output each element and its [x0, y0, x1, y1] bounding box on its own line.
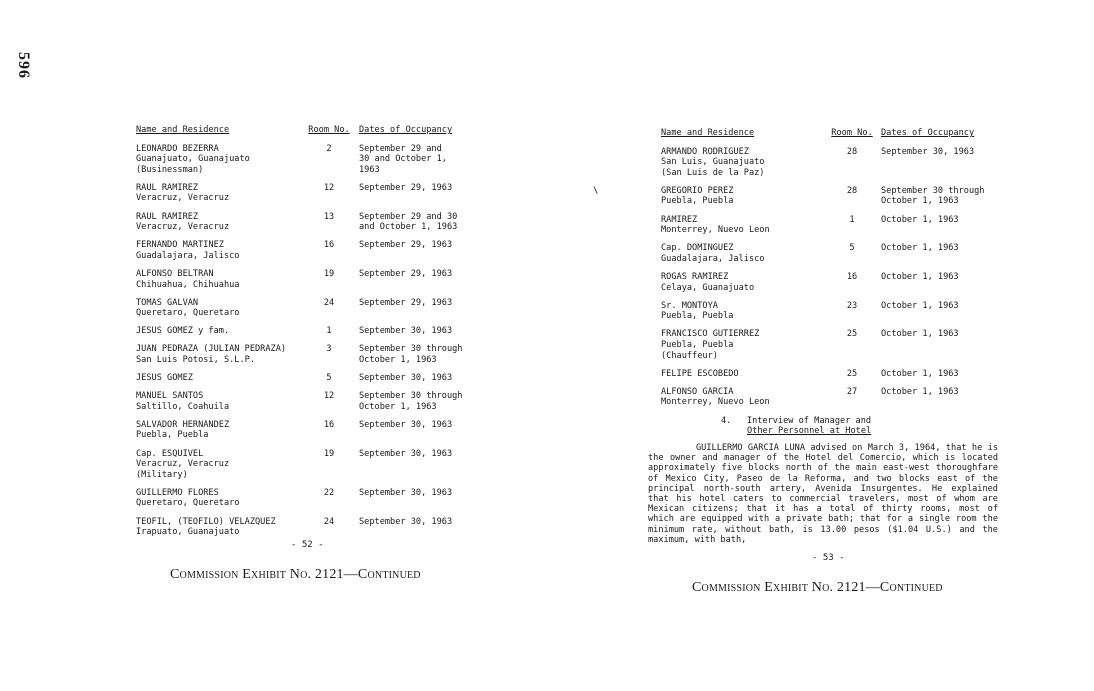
occupant-name: MANUEL SANTOS Saltillo, Coahuila [136, 391, 230, 412]
table-row [661, 272, 1021, 293]
occupant-name: RAMIREZ Monterrey, Nuevo Leon [661, 214, 770, 236]
table-row [136, 183, 476, 204]
room-number: 5 [326, 373, 332, 384]
header-room: Room No. [831, 128, 873, 138]
occupant-name: JESUS GOMEZ y fam. [136, 326, 230, 337]
table-row [136, 420, 476, 441]
room-number: 3 [326, 344, 332, 355]
table-row [661, 387, 1021, 408]
table-row [136, 269, 476, 290]
occupant-name: FELIPE ESCOBEDO [661, 368, 739, 379]
table-row [136, 240, 476, 261]
right-rows [661, 147, 1021, 408]
room-number: 27 [846, 386, 858, 397]
left-footer-page: - 52 - [291, 540, 324, 550]
occupancy-dates: September 29 and 30 and October 1, 1963 [359, 211, 458, 233]
room-number: 1 [849, 214, 855, 225]
occupancy-dates: September 30, 1963 [881, 146, 975, 157]
page-number: 596 [15, 52, 32, 79]
room-number: 22 [323, 487, 335, 498]
header-dates: Dates of Occupancy [359, 125, 453, 135]
table-row [661, 243, 1021, 264]
occupant-name: TOMAS GALVAN Queretaro, Queretaro [136, 297, 240, 319]
occupancy-dates: October 1, 1963 [881, 368, 959, 379]
room-number: 1 [326, 326, 332, 337]
section-title-line2: Other Personnel at Hotel [747, 426, 872, 437]
occupancy-dates: September 30, 1963 [359, 373, 453, 384]
table-row [136, 391, 476, 412]
table-row [661, 147, 1021, 179]
occupant-name: LEONARDO BEZERRA Guanajuato, Guanajuato (Businessman) [136, 143, 250, 175]
section-heading [721, 416, 1021, 437]
occupant-name: Cap. DOMINGUEZ Guadalajara, Jalisco [661, 243, 765, 264]
stray-mark: \ [593, 186, 599, 196]
occupancy-dates: September 30 through October 1, 1963 [359, 344, 463, 365]
table-row [661, 369, 1021, 380]
room-number: 28 [846, 185, 858, 196]
occupant-name: SALVADOR HERNANDEZ Puebla, Puebla [136, 419, 230, 441]
left-rows [136, 144, 476, 538]
section-number: 4. [721, 415, 732, 426]
room-number: 19 [323, 268, 335, 279]
occupant-name: RAUL RAMIREZ Veracruz, Veracruz [136, 182, 230, 204]
room-number: 28 [846, 146, 858, 157]
header-name: Name and Residence [661, 128, 755, 138]
occupant-name: RAUL RAMIREZ Veracruz, Veracruz [136, 211, 230, 233]
occupancy-dates: October 1, 1963 [881, 300, 959, 311]
table-row [661, 301, 1021, 322]
occupancy-dates: October 1, 1963 [881, 271, 959, 282]
room-number: 12 [323, 391, 335, 402]
room-number: 16 [846, 271, 858, 282]
occupancy-dates: September 30, 1963 [359, 448, 453, 459]
table-row [136, 298, 476, 319]
occupancy-dates: October 1, 1963 [881, 243, 959, 254]
table-row [136, 344, 476, 365]
occupant-name: Cap. ESQUIVEL Veracruz, Veracruz (Military) [136, 448, 230, 480]
occupant-name: ARMANDO RODRIGUEZ San Luis, Guanajuato (San Luis de la Paz) [661, 146, 765, 178]
table-row [136, 144, 476, 176]
occupant-name: ROGAS RAMIREZ Celaya, Guanajuato [661, 271, 755, 293]
occupancy-dates: October 1, 1963 [881, 214, 959, 225]
occupancy-dates: September 30 through October 1, 1963 [881, 185, 985, 207]
interview-paragraph: GUILLERMO GARCIA LUNA advised on March 3, 1964, that he is the owner and manager of the Hotel del Comercio, which is located approximately five blocks north of the main east-west thoroughfare of Mexico City, Paseo de la Reforma, and two blocks east of the principal north-south artery, Avenida Insurgentes. He explained that his hotel caters to commercial travelers, most of whom are Mexican citizens; that it has a total of thirty rooms, most of which are equipped with a private bath; that for a single room the minimum rate, without bath, is 13.00 pesos ($1.04 U.S.) and the maximum, with bath, [648, 443, 998, 545]
section-title-line1: Interview of Manager and [746, 415, 872, 426]
room-number: 5 [849, 243, 855, 254]
room-number: 13 [323, 211, 335, 222]
table-row [136, 517, 476, 538]
occupancy-dates: September 29, 1963 [359, 268, 453, 279]
table-row [136, 212, 476, 233]
room-number: 24 [323, 297, 335, 308]
table-row [661, 329, 1021, 361]
header-dates: Dates of Occupancy [881, 128, 975, 138]
occupant-name: FRANCISCO GUTIERREZ Puebla, Puebla (Chauffeur) [661, 329, 760, 361]
room-number: 25 [846, 329, 858, 340]
table-row [136, 488, 476, 509]
right-footer-page: - 53 - [812, 553, 845, 563]
occupancy-dates: September 29, 1963 [359, 182, 453, 193]
occupancy-dates: September 29, 1963 [359, 297, 453, 308]
occupancy-dates: September 30, 1963 [359, 487, 453, 498]
occupancy-dates: October 1, 1963 [881, 386, 959, 397]
left-page-table [136, 125, 476, 545]
header-room: Room No. [308, 125, 350, 135]
occupancy-dates: September 29 and 30 and October 1, 1963 [359, 143, 447, 175]
room-number: 16 [323, 419, 335, 430]
occupancy-dates: September 30, 1963 [359, 419, 453, 430]
table-row [136, 373, 476, 384]
room-number: 12 [323, 182, 335, 193]
table-header [661, 128, 1021, 139]
occupant-name: ALFONSO BELTRAN Chihuahua, Chihuahua [136, 268, 240, 290]
occupant-name: ALFONSO GARCIA Monterrey, Nuevo Leon [661, 386, 770, 408]
table-row [136, 326, 476, 337]
room-number: 16 [323, 240, 335, 251]
occupancy-dates: September 29, 1963 [359, 240, 453, 251]
header-name: Name and Residence [136, 125, 230, 135]
table-row [136, 449, 476, 481]
right-caption: Commission Exhibit No. 2121—Continued [692, 580, 943, 595]
table-row [661, 186, 1021, 207]
occupant-name: FERNANDO MARTINEZ Guadalajara, Jalisco [136, 240, 240, 261]
room-number: 25 [846, 368, 858, 379]
occupancy-dates: October 1, 1963 [881, 329, 959, 340]
occupant-name: GUILLERMO FLORES Queretaro, Queretaro [136, 487, 240, 509]
occupant-name: JUAN PEDRAZA (JULIAN PEDRAZA) San Luis Potosi, S.L.P. [136, 344, 287, 365]
occupant-name: GREGORIO PEREZ Puebla, Puebla [661, 185, 734, 207]
left-caption: Commission Exhibit No. 2121—Continued [170, 567, 421, 582]
room-number: 19 [323, 448, 335, 459]
room-number: 23 [846, 300, 858, 311]
table-row [661, 215, 1021, 236]
occupant-name: TEOFIL, (TEOFILO) VELAZQUEZ Irapuato, Guanajuato [136, 516, 276, 538]
occupancy-dates: September 30, 1963 [359, 516, 453, 527]
occupancy-dates: September 30 through October 1, 1963 [359, 391, 463, 412]
occupant-name: Sr. MONTOYA Puebla, Puebla [661, 300, 734, 322]
occupancy-dates: September 30, 1963 [359, 326, 453, 337]
right-page-table [648, 128, 1021, 545]
room-number: 2 [326, 143, 332, 154]
room-number: 24 [323, 516, 335, 527]
table-header [136, 125, 476, 136]
occupant-name: JESUS GOMEZ [136, 373, 193, 384]
